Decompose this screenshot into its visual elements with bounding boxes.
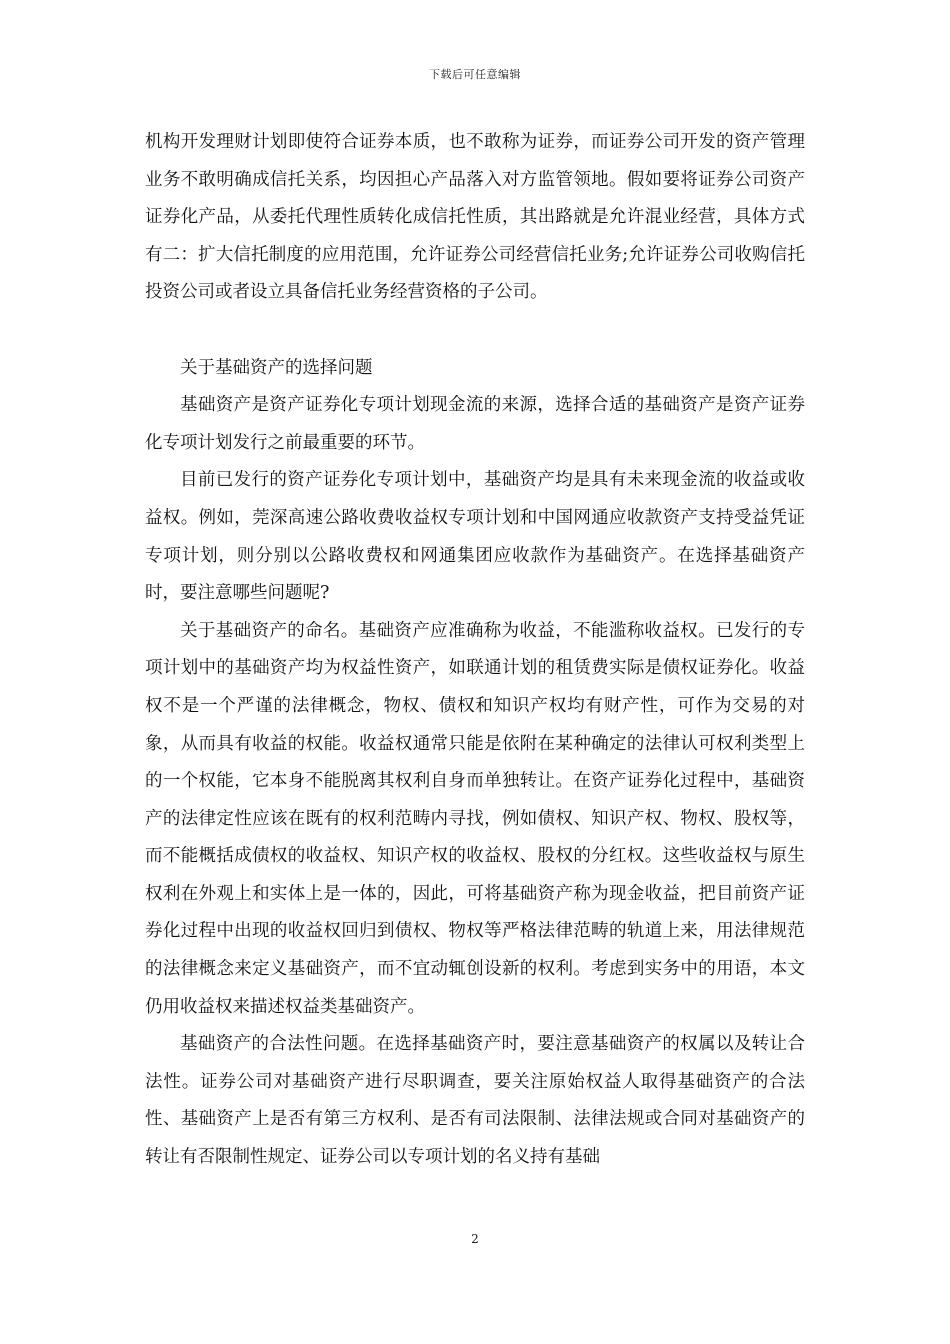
page-number: 2 xyxy=(471,1232,479,1246)
section-heading: 关于基础资产的选择问题 xyxy=(180,357,373,378)
paragraph: 基础资产是资产证券化专项计划现金流的来源，选择合适的基础资产是资产证券化专项计划发行之前最重要的环节。 xyxy=(145,395,805,453)
paragraph: 基础资产的合法性问题。在选择基础资产时，要注意基础资产的权属以及转让合法性。证券公司对基础资产进行尽职调查，要关注原始权益人取得基础资产的合法性、基础资产上是否有第三方权利、是否有司法限制、法律法规或合同对基础资产的转让有否限制性规定、证券公司以专项计划的名义持有基础 xyxy=(145,1034,805,1168)
paragraph-continuation: 机构开发理财计划即使符合证券本质，也不敢称为证券，而证券公司开发的资产管理业务不敢明确成信托关系，均因担心产品落入对方监管领地。假如要将证券公司资产证券化产品，从委托代理性质转化成信托性质，其出路就是允许混业经营，具体方式有二：扩大信托制度的应用范围，允许证券公司经营信托业务;允许证券公司收购信托投资公司或者设立具备信托业务经营资格的子公司。 xyxy=(145,132,805,303)
paragraph: 关于基础资产的命名。基础资产应准确称为收益，不能滥称收益权。已发行的专项计划中的基础资产均为权益性资产，如联通计划的租赁费实际是债权证券化。收益权不是一个严谨的法律概念，物权、债权和知识产权均有财产性，可作为交易的对象，从而具有收益的权能。收益权通常只能是依附在某种确定的法律认可权利类型上的一个权能，它本身不能脱离其权利自身而单独转让。在资产证券化过程中，基础资产的法律定性应该在既有的权利范畴内寻找，例如债权、知识产权、物权、股权等，而不能概括成债权的收益权、知识产权的收益权、股权的分红权。这些收益权与原生权利在外观上和实体上是一体的，因此，可将基础资产称为现金收益，把目前资产证券化过程中出现的收益权回归到债权、物权等严格法律范畴的轨道上来，用法律规范的法律概念来定义基础资产，而不宜动辄创设新的权利。考虑到实务中的用语，本文仍用收益权来描述权益类基础资产。 xyxy=(145,620,805,1017)
paragraph-spacer xyxy=(145,312,805,350)
paragraph: 目前已发行的资产证券化专项计划中，基础资产均是具有未来现金流的收益或收益权。例如，莞深高速公路收费收益权专项计划和中国网通应收款资产支持受益凭证专项计划，则分别以公路收费权和网通集团应收款作为基础资产。在选择基础资产时，要注意哪些问题呢? xyxy=(145,470,805,604)
body-text xyxy=(145,124,805,1177)
page-header: 下载后可任意编辑 xyxy=(429,68,521,81)
